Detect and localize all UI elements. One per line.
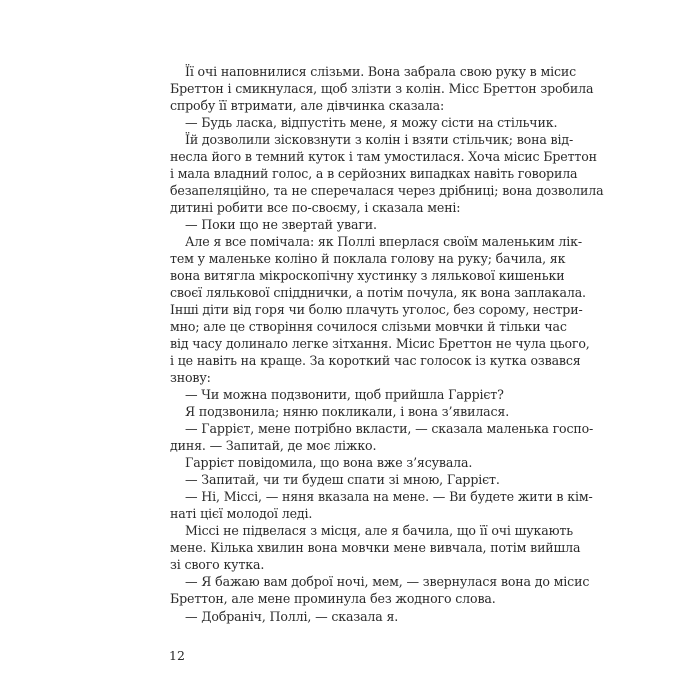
text-line: і це навіть на краще. За короткий час голосок із кутка озвався <box>170 353 581 369</box>
text-line: дитині робити все по-своєму, і сказала мені: <box>170 200 461 216</box>
text-line: Інші діти від горя чи болю плачуть уголос, без сорому, нестри- <box>170 302 583 318</box>
text-line: — Гаррієт, мене потрібно вкласти, — сказала маленька госпо- <box>185 421 594 437</box>
text-line: мене. Кілька хвилин вона мовчки мене вивчала, потім вийшла <box>170 540 581 556</box>
text-line: Міссі не підвелася з місця, але я бачила, що її очі шукають <box>185 523 573 539</box>
text-line: Але я все помічала: як Поллі вперлася своїм маленьким лік- <box>185 234 582 250</box>
text-line: несла його в темний куток і там умостилася. Хоча місис Бреттон <box>170 149 597 165</box>
text-line: Гаррієт повідомила, що вона вже з’ясувала. <box>185 455 473 471</box>
text-line: Я подзвонила; няню покликали, і вона з’явилася. <box>185 404 510 420</box>
page-number: 12 <box>169 648 185 663</box>
text-line: Бреттон, але мене проминула без жодного слова. <box>170 591 496 607</box>
text-line: своєї лялькової спідднички, а потім почула, як вона заплакала. <box>170 285 586 301</box>
text-line: безапеляційно, та не сперечалася через дрібниці; вона дозволила <box>170 183 604 199</box>
text-line: тем у маленьке коліно й поклала голову на руку; бачила, як <box>170 251 566 267</box>
body-text <box>170 63 604 625</box>
text-line: — Запитай, чи ти будеш спати зі мною, Гаррієт. <box>185 472 500 488</box>
text-line: — Поки що не звертай уваги. <box>185 217 377 233</box>
text-line: диня. — Запитай, де моє ліжко. <box>170 438 377 454</box>
text-line: Бреттон і смикнулася, щоб злізти з колін. Місс Бреттон зробила <box>170 81 594 97</box>
text-line: знову: <box>170 370 211 386</box>
text-line: — Ні, Міссі, — няня вказала на мене. — Ви будете жити в кім- <box>185 489 593 505</box>
text-line: зі свого кутка. <box>170 557 265 573</box>
text-line: і мала владний голос, а в серйозних випадках навіть говорила <box>170 166 578 182</box>
text-line: — Чи можна подзвонити, щоб прийшла Гаррієт? <box>185 387 504 403</box>
text-line: мно; але це створіння сочилося слізьми мовчки й тільки час <box>170 319 567 335</box>
text-line: Її очі наповнилися слізьми. Вона забрала свою руку в місис <box>185 64 577 79</box>
text-line: наті цієї молодої леді. <box>170 506 313 522</box>
text-line: від часу долинало легке зітхання. Місис Бреттон не чула цього, <box>170 336 590 352</box>
text-line: Їй дозволили зісковзнути з колін і взяти стільчик; вона від- <box>185 132 574 148</box>
text-line: вона витягла мікроскопічну хустинку з лялькової кишеньки <box>170 268 565 284</box>
text-line: — Добраніч, Поллі, — сказала я. <box>185 608 399 624</box>
text-line: — Будь ласка, відпустіть мене, я можу сісти на стільчик. <box>185 115 558 131</box>
text-line: спробу її втримати, але дівчинка сказала: <box>170 98 445 114</box>
text-line: — Я бажаю вам доброї ночі, мем, — звернулася вона до місис <box>185 574 590 590</box>
